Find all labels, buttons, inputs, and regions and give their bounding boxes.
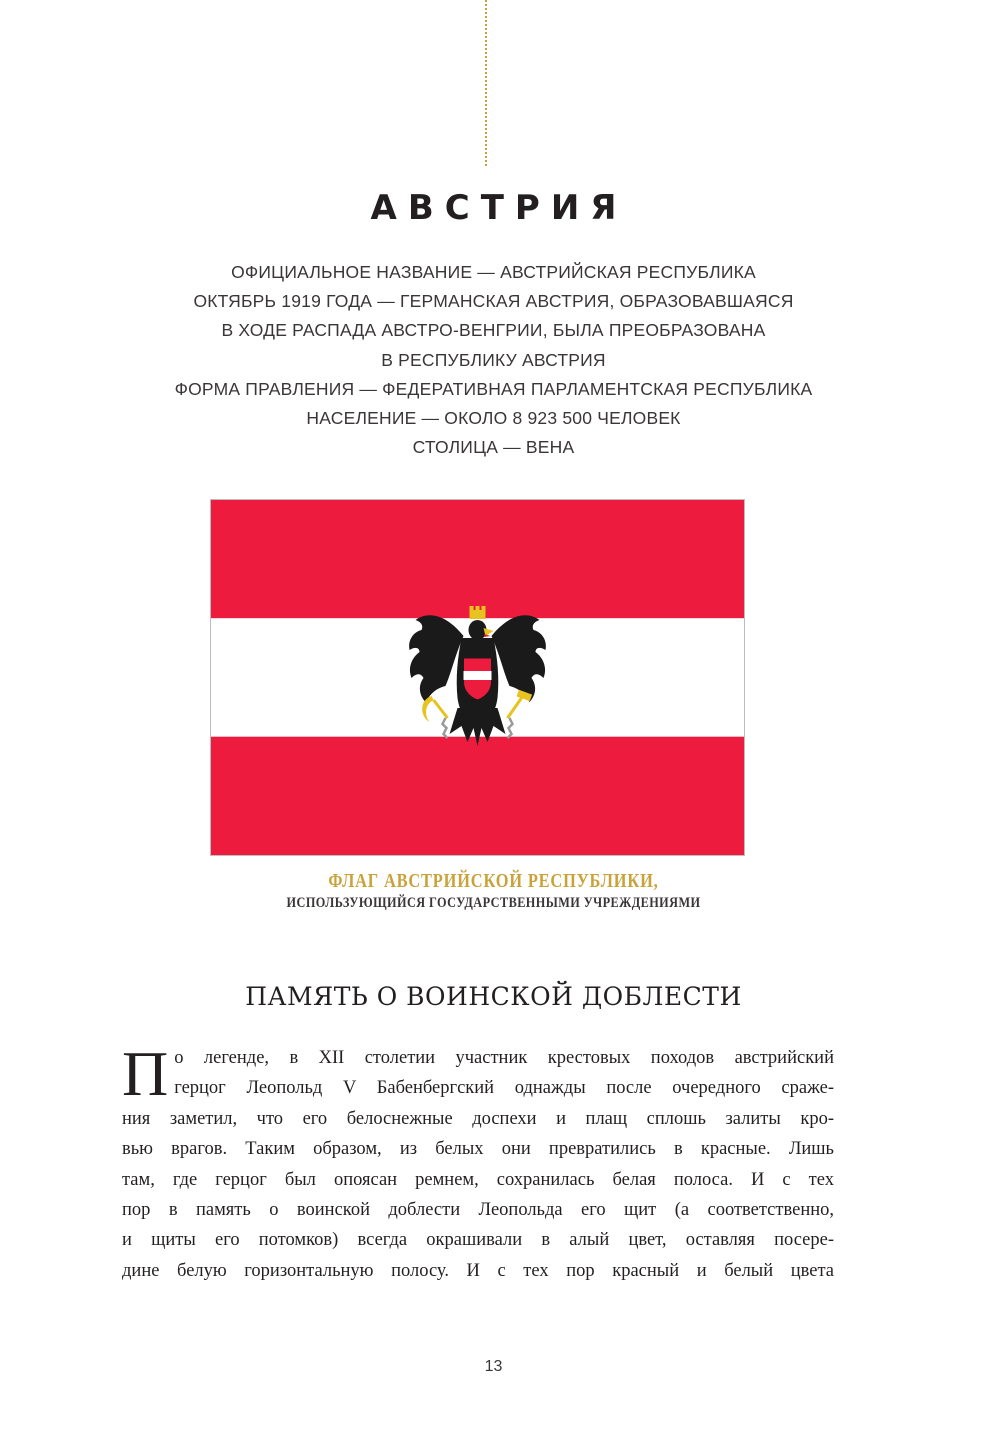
drop-cap: П	[122, 1038, 169, 1109]
body-line: о легенде, в XII столетии участник крестовых походов австрийский	[174, 1048, 834, 1068]
body-paragraph	[122, 1038, 834, 1286]
fact-line: В РЕСПУБЛИКУ АВСТРИЯ	[381, 349, 606, 370]
austria-flag	[210, 499, 745, 856]
country-facts	[100, 258, 887, 462]
page-title: АВСТРИЯ	[370, 188, 628, 228]
fact-line: СТОЛИЦА — ВЕНА	[412, 437, 575, 458]
body-line: там, где герцог был опоясан ремнем, сохранилась белая полоса. И с тех	[122, 1169, 834, 1190]
body-line: пор в память о воинской доблести Леопольда его щит (а соответственно,	[122, 1200, 834, 1221]
flag-top-stripe	[211, 500, 744, 618]
flag-bottom-stripe	[211, 737, 744, 855]
fact-line: ОФИЦИАЛЬНОЕ НАЗВАНИЕ — АВСТРИЙСКАЯ РЕСПУБЛИКА	[231, 262, 756, 282]
flag-image	[211, 500, 744, 855]
body-line: вью врагов. Таким образом, из белых они превратились в красные. Лишь	[122, 1139, 834, 1160]
caption-subtitle: ИСПОЛЬЗУЮЩИЙСЯ ГОСУДАРСТВЕННЫМИ УЧРЕЖДЕНИЯМИ	[286, 895, 701, 911]
page-number: 13	[484, 1358, 503, 1375]
fact-line: ОКТЯБРЬ 1919 ГОДА — ГЕРМАНСКАЯ АВСТРИЯ, ОБРАЗОВАВШАЯСЯ	[193, 291, 794, 312]
dotted-divider	[485, 0, 487, 166]
body-line: и щиты его потомков) всегда окрашивали в алый цвет, оставляя посере-	[122, 1230, 834, 1251]
fact-line: В ХОДЕ РАСПАДА АВСТРО-ВЕНГРИИ, БЫЛА ПРЕОБРАЗОВАНА	[221, 320, 766, 341]
fact-line: НАСЕЛЕНИЕ — ОКОЛО 8 923 500 ЧЕЛОВЕК	[306, 408, 681, 429]
section-heading: ПАМЯТЬ О ВОИНСКОЙ ДОБЛЕСТИ	[245, 982, 742, 1011]
body-line: дине белую горизонтальную полосу. И с тех пор красный и белый цвета	[122, 1260, 834, 1281]
caption-title: ФЛАГ АВСТРИЙСКОЙ РЕСПУБЛИКИ,	[328, 870, 659, 892]
flag-caption	[0, 870, 987, 912]
body-line: герцог Леопольд V Бабенбергский однажды после очередного сраже-	[174, 1078, 834, 1099]
fact-line: ФОРМА ПРАВЛЕНИЯ — ФЕДЕРАТИВНАЯ ПАРЛАМЕНТСКАЯ РЕСПУБЛИКА	[174, 378, 813, 399]
body-line: ния заметил, что его белоснежные доспехи и плащ сплошь залиты кро-	[122, 1108, 834, 1129]
